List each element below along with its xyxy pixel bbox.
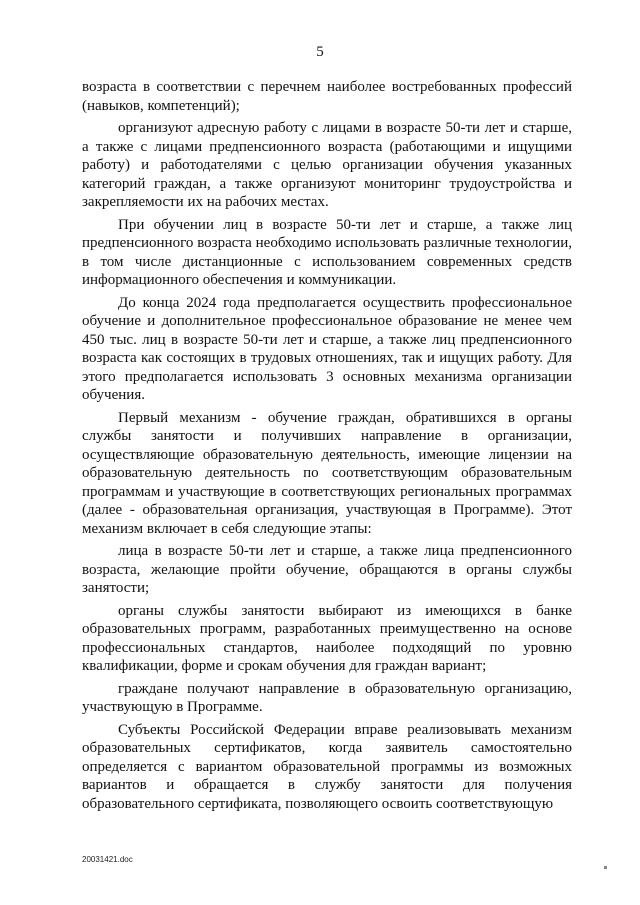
- paragraph: лица в возрасте 50-ти лет и старше, а также лица предпенсионного возраста, желающие пройти обучение, обращаются в органы службы занятости;: [82, 543, 572, 596]
- paragraph: До конца 2024 года предполагается осуществить профессиональное обучение и дополнительное профессиональное образование не менее чем 450 тыс. лиц в возрасте 50-ти лет и старше, а также лиц предпенсионного возраста как состоящих в трудовых отношениях, так и ищущих работу. Для этого предполагается использовать 3 основных механизма организации обучения.: [82, 294, 572, 403]
- paragraph: возраста в соответствии с перечнем наиболее востребованных профессий (навыков, компетенций);: [82, 79, 572, 114]
- paragraph: Субъекты Российской Федерации вправе реализовывать механизм образовательных сертификатов, когда заявитель самостоятельно определяется с вариантом образовательной программы из возможных вариантов и обращается в службу занятости для получения образовательного сертификата, позволяющего освоить соответствующую: [82, 721, 572, 812]
- paragraph: организуют адресную работу с лицами в возрасте 50-ти лет и старше, а также с лицами предпенсионного возраста (работающими и ищущими работу) и работодателями с целью организации обучения указанных категорий граждан, а также организуют мониторинг трудоустройства и закрепляемости их на рабочих местах.: [82, 120, 572, 210]
- paragraph: граждане получают направление в образовательную организацию, участвующую в Программе.: [82, 680, 572, 715]
- paragraph: При обучении лиц в возрасте 50-ти лет и старше, а также лиц предпенсионного возраста необходимо использовать различные технологии, в том числе дистанционные с использованием современных средств информационного обеспечения и коммуникации.: [82, 216, 572, 288]
- paragraph: Первый механизм - обучение граждан, обратившихся в органы службы занятости и получивших направление в организации, осуществляющие образовательную деятельность, имеющие лицензии на образовательную деятельность по соответствующим образовательным программам и участвующие в соответствующих региональных программах (далее - образовательная организация, участвующая в Программе). Этот механизм включает в себя следующие этапы:: [82, 409, 572, 537]
- document-body: [82, 78, 572, 817]
- footer-filename: 20031421.doc: [82, 855, 133, 864]
- paragraph: органы службы занятости выбирают из имеющихся в банке образовательных программ, разработанных преимущественно на основе профессиональных стандартов, наиболее подходящий по уровню квалификации, форме и срокам обучения для граждан вариант;: [82, 602, 572, 674]
- page-number: 5: [316, 44, 324, 60]
- scan-dot: [604, 866, 607, 869]
